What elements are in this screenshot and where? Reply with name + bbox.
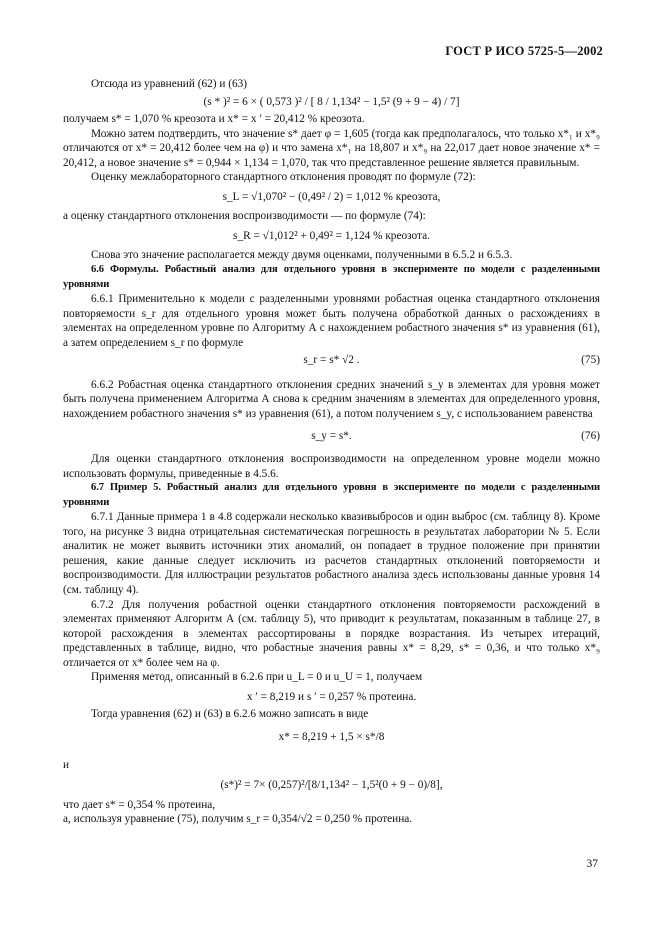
paragraph: Отсюда из уравнений (62) и (63): [91, 78, 248, 90]
paragraph: а, используя уравнение (75), получим s_r = 0,354/√2 = 0,250 % протеина.: [63, 813, 413, 826]
paragraph: Снова это значение располагается между двумя оценками, полученными в 6.5.2 и 6.5.3.: [91, 249, 513, 262]
paragraph: а оценку стандартного отклонения воспроизводимости — по формуле (74):: [63, 210, 426, 223]
paragraph: 6.6.1 Применительно к модели с разделенными уровнями робастная оценка стандартного отклонения повторяемости s_r для отдельного уровня может быть получена обработкой данных о расхождениях в элементах на определенном уровне по Алгоритму А с нахождением робастного значения s* из уравнения (61), а затем определением s_r по формуле: [63, 293, 600, 349]
page-number: 37: [586, 858, 598, 870]
equation-75-body: s_r = s* √2 .: [303, 354, 360, 367]
equation-x-prime: x ′ = 8,219 и s ′ = 0,257 % протеина.: [246, 690, 417, 703]
paragraph: Применяя метод, описанный в 6.2.6 при u_L = 0 и u_U = 1, получаем: [91, 671, 423, 684]
paragraph: 6.7.2 Для получения робастной оценки стандартного отклонения повторяемости расхождений в элементах применяют Алгоритм А (см. таблицу 5), что приводит к результатам, показанным в таблице 27, в которой расхождения в элементах рассортированы в порядке возрастания. Из четырех итераций, представленных в таблице, видно, что робастные значения равны x* = 8,29, s* = 0,36, и что только x*₉ отличается от x* более чем на φ.: [63, 598, 600, 669]
document-body: [63, 77, 600, 827]
equation-76-number: (76): [581, 430, 600, 443]
section-heading-6-7: 6.7 Пример 5. Робастный анализ для отдельного уровня в эксперименте по модели с разделенными уровнями: [63, 482, 600, 508]
paragraph: Можно затем подтвердить, что значение s* дает φ = 1,605 (тогда как предполагалось, что только x*₁ и x*₉ отличаются от x* = 20,412 более чем на φ) и что замена x*₁ на 18,807 и x*₉ на 22,017 дает новое значение x* = 20,412, а новое значение s* = 0,944 × 1,134 = 1,070, так что представленное решение является правильным.: [63, 127, 600, 169]
equation-76-body: s_y = s*.: [311, 430, 352, 443]
paragraph: Тогда уравнения (62) и (63) в 6.2.6 можно записать в виде: [91, 708, 369, 721]
page-header: ГОСТ Р ИСО 5725-5—2002: [445, 44, 603, 58]
equation-75: [63, 353, 600, 368]
equation-75-number: (75): [581, 354, 600, 367]
equation-x-star: x* = 8,219 + 1,5 × s*/8: [278, 730, 385, 743]
equation-s-star: (s * )² = 6 × ( 0,573 )² / [ 8 / 1,134² − 1,5² (9 + 9 − 4) / 7]: [203, 95, 460, 108]
word-and: и: [63, 759, 70, 772]
equation-sL: s_L = √1,070² − (0,49² / 2) = 1,012 % креозота,: [222, 190, 441, 203]
equation-s-star-squared: (s*)² = 7× (0,257)²/[8/1,134² − 1,5²(0 + 9 − 0)/8],: [220, 778, 443, 791]
paragraph: Оценку межлабораторного стандартного отклонения проводят по формуле (72):: [91, 171, 476, 184]
paragraph: 6.6.2 Робастная оценка стандартного отклонения средних значений s_y в элементах для уровня может быть получена применением Алгоритма А снова к средним значениям в элементах для определенного уровня, нахождением робастного значения s* из уравнения (61), а потом получением s_y, с использованием равенства: [63, 378, 600, 420]
paragraph: Для оценки стандартного отклонения воспроизводимости на определенном уровне модели можно использовать формулы, приведенные в 4.5.6.: [63, 453, 600, 480]
paragraph: получаем s* = 1,070 % креозота и x* = x ′ = 20,412 % креозота.: [63, 113, 365, 126]
section-heading-6-6: 6.6 Формулы. Робастный анализ для отдельного уровня в эксперименте по модели с разделенными уровнями: [63, 264, 600, 290]
equation-76: [63, 429, 600, 444]
paragraph: 6.7.1 Данные примера 1 в 4.8 содержали несколько квазивыбросов и один выброс (см. таблицу 8). Кроме того, на рисунке 3 видна отрицательная систематическая погрешность в результатах лаборатории № 5. Если аналитик не может выявить источники этих аномалий, он попадает в трудное положение при принятии решения, какие данные следует исключить из расчетов стандартных отклонений повторяемости и воспроизводимости. Для иллюстрации результатов робастного анализа здесь использованы данные уровня 14 (см. таблицу 4).: [63, 511, 600, 596]
paragraph: что дает s* = 0,354 % протеина,: [63, 798, 216, 811]
equation-sR: s_R = √1,012² + 0,49² = 1,124 % креозота.: [233, 229, 430, 242]
